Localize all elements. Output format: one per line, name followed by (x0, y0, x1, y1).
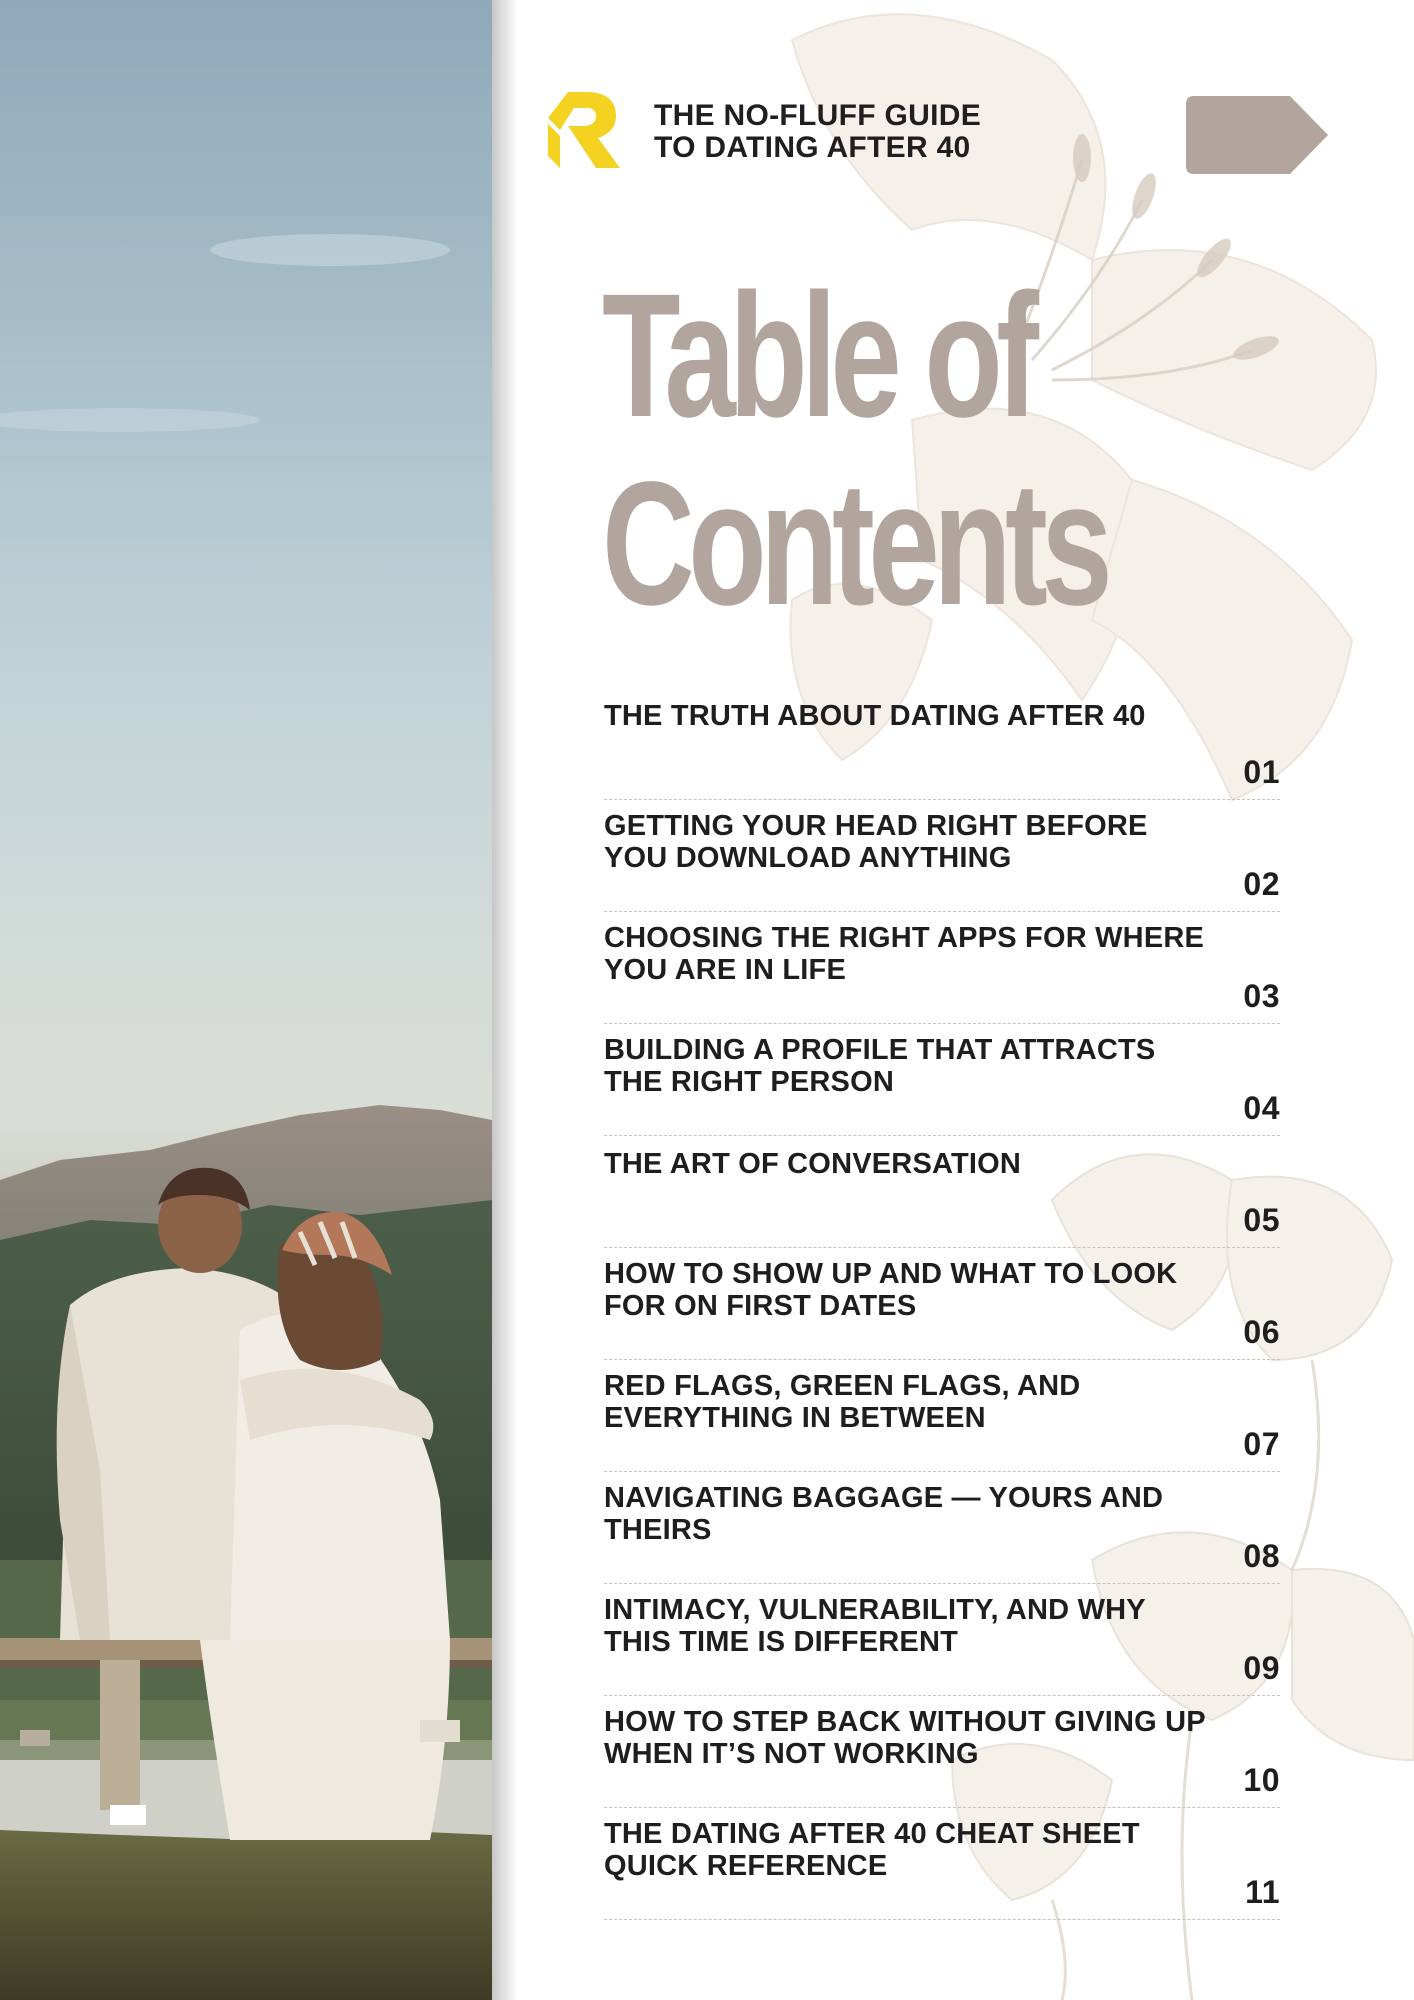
toc-item-title: HOW TO SHOW UP AND WHAT TO LOOK FOR ON FIRST DATES (604, 1258, 1178, 1322)
toc-item[interactable] (604, 688, 1280, 800)
toc-item-number: 10 (1243, 1762, 1280, 1798)
toc-item-title: BUILDING A PROFILE THAT ATTRACTS THE RIGHT PERSON (604, 1034, 1156, 1098)
toc-item[interactable] (604, 1472, 1280, 1584)
toc-item-title: CHOOSING THE RIGHT APPS FOR WHERE YOU ARE IN LIFE (604, 922, 1205, 986)
toc-item[interactable] (604, 1696, 1280, 1808)
page-title-line-1: Table of (602, 258, 1033, 454)
toc-item[interactable] (604, 800, 1280, 912)
toc-item-title: HOW TO STEP BACK WITHOUT GIVING UP WHEN IT’S NOT WORKING (604, 1706, 1206, 1770)
toc-item-number: 08 (1243, 1538, 1280, 1574)
toc-item-number: 06 (1243, 1314, 1280, 1350)
toc-item[interactable] (604, 1360, 1280, 1472)
toc-item[interactable] (604, 1248, 1280, 1360)
toc-item-number: 04 (1243, 1090, 1280, 1126)
toc-item-number: 07 (1243, 1426, 1280, 1462)
toc-item-number: 11 (1245, 1874, 1280, 1910)
page-title (602, 258, 1107, 642)
toc-item-title: THE ART OF CONVERSATION (604, 1148, 1022, 1180)
content-panel (492, 0, 1414, 2000)
toc-item-title: THE DATING AFTER 40 CHEAT SHEET QUICK REFERENCE (604, 1818, 1140, 1882)
guide-title-line-2: TO DATING AFTER 40 (654, 131, 971, 164)
toc-item[interactable] (604, 1584, 1280, 1696)
couple-on-bench-illustration (0, 0, 492, 2000)
toc-item-title: RED FLAGS, GREEN FLAGS, AND EVERYTHING IN BETWEEN (604, 1370, 1081, 1434)
toc-item[interactable] (604, 1808, 1280, 1920)
brand-r-logo-icon (546, 90, 622, 170)
toc-item-number: 03 (1243, 978, 1280, 1014)
toc-item-title: INTIMACY, VULNERABILITY, AND WHY THIS TIME IS DIFFERENT (604, 1594, 1146, 1658)
toc-item-number: 05 (1243, 1202, 1280, 1238)
toc-item[interactable] (604, 1024, 1280, 1136)
toc-item-title: THE TRUTH ABOUT DATING AFTER 40 (604, 700, 1146, 732)
toc-item-number: 01 (1243, 754, 1280, 790)
cover-photo-couple (0, 0, 492, 2000)
toc-item-number: 09 (1243, 1650, 1280, 1686)
toc-item-number: 02 (1243, 866, 1280, 902)
toc-item[interactable] (604, 912, 1280, 1024)
page-title-line-2: Contents (602, 446, 1107, 642)
toc-list (604, 688, 1280, 1920)
toc-item[interactable] (604, 1136, 1280, 1248)
guide-title (654, 100, 1034, 164)
label-tag-icon (1186, 96, 1328, 174)
toc-item-title: GETTING YOUR HEAD RIGHT BEFORE YOU DOWNLOAD ANYTHING (604, 810, 1148, 874)
toc-item-title: NAVIGATING BAGGAGE — YOURS AND THEIRS (604, 1482, 1164, 1546)
guide-title-line-1: THE NO-FLUFF GUIDE (654, 99, 982, 132)
